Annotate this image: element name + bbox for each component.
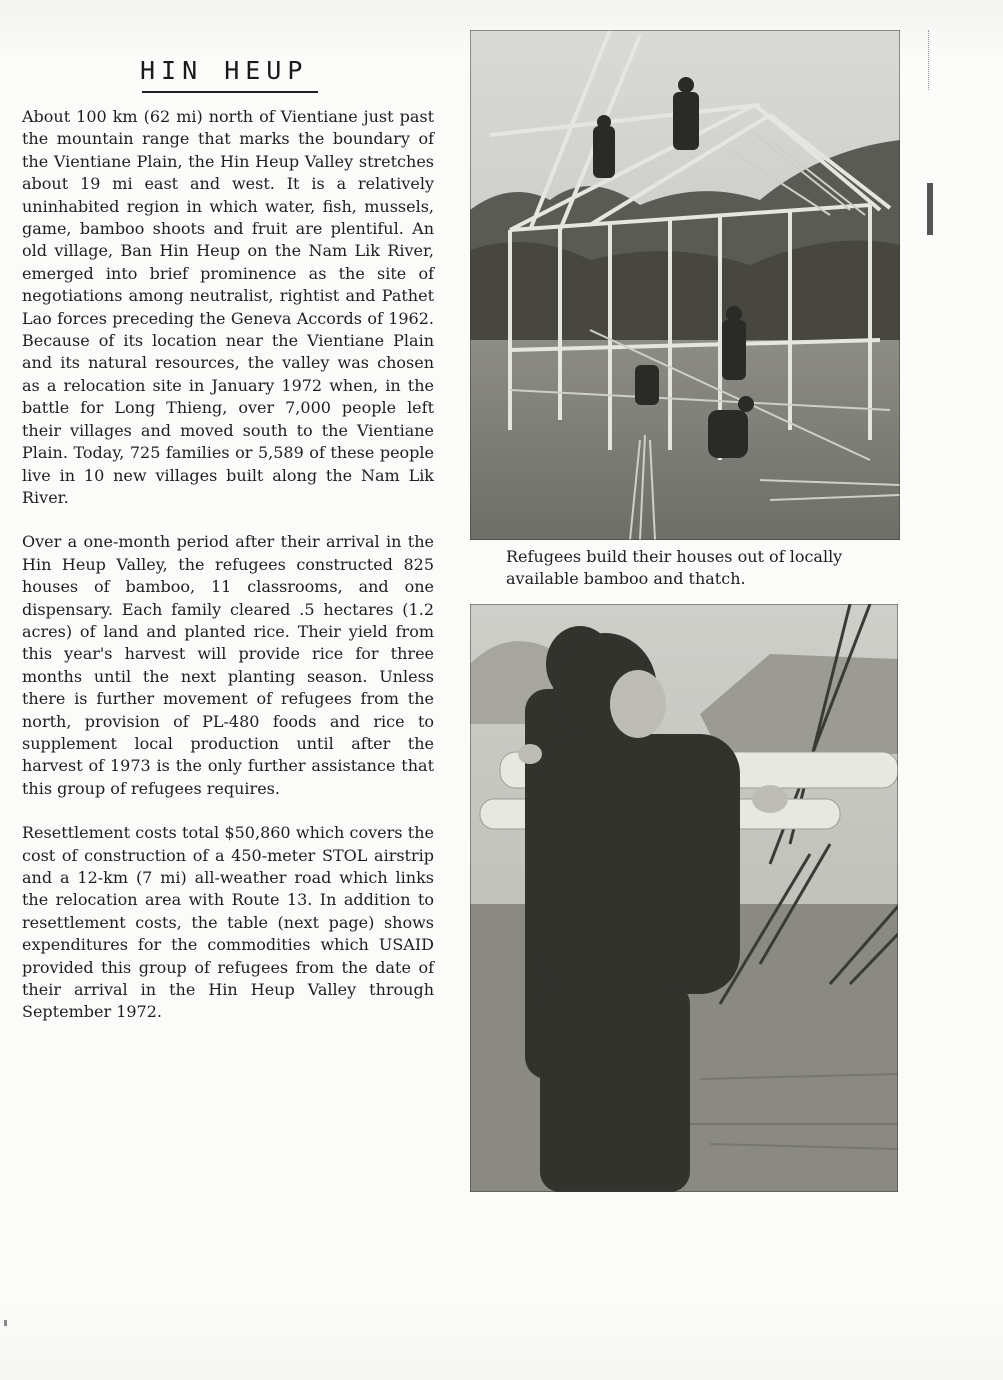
scan-edge-mark: [927, 183, 933, 235]
men-with-logs-illustration: [470, 604, 898, 1192]
article-body: [22, 106, 434, 1046]
photo-house-frame: [470, 30, 900, 540]
paragraph-intro: About 100 km (62 mi) north of Vientiane just past the mountain range that marks the boundary of the Vientiane Plain, the Hin Heup Valley stretches about 19 mi east and west. It is a relatively uninhabited region in which water, fish, mussels, game, bamboo shoots and fruit are plentiful. An old village, Ban Hin Heup on the Nam Lik River, emerged into brief prominence as the site of negotiations among neutralist, rightist and Pathet Lao forces preceding the Geneva Accords of 1962. Because of its location near the Vientiane Plain and its natural resources, the valley was chosen as a relocation site in January 1972 when, in the battle for Long Thieng, over 7,000 people left their villages and moved south to the Vientiane Plain. Today, 725 families or 5,589 of these people live in 10 new villages built along the Nam Lik River.: [22, 107, 434, 507]
paragraph-construction: Over a one-month period after their arrival in the Hin Heup Valley, the refugees constructed 825 houses of bamboo, 11 classrooms, and one dispensary. Each family cleared .5 hectares (1.2 acres) of land and planted rice. Their yield from this year's harvest will provide rice for three months until the next planting season. Unless there is further movement of refugees from the north, provision of PL-480 foods and rice to supplement local production until after the harvest of 1973 is the only further assistance that this group of refugees requires.: [22, 532, 434, 798]
photo-caption: Refugees build their houses out of locally available bamboo and thatch.: [506, 547, 843, 588]
page-title: HIN HEUP: [140, 56, 309, 85]
scan-corner-tick: [4, 1320, 7, 1326]
photo-men-carrying-logs: [470, 604, 898, 1192]
scan-edge-dots: [928, 30, 932, 90]
title-underline: [142, 91, 318, 93]
house-frame-illustration: [470, 30, 900, 540]
paragraph-costs: Resettlement costs total $50,860 which covers the cost of construction of a 450-meter STOL airstrip and a 12-km (7 mi) all-weather road which links the relocation area with Route 13. In addition to resettlement costs, the table (next page) shows expenditures for the commodities which USAID provided this group of refugees from the date of their arrival in the Hin Heup Valley through September 1972.: [22, 823, 434, 1022]
